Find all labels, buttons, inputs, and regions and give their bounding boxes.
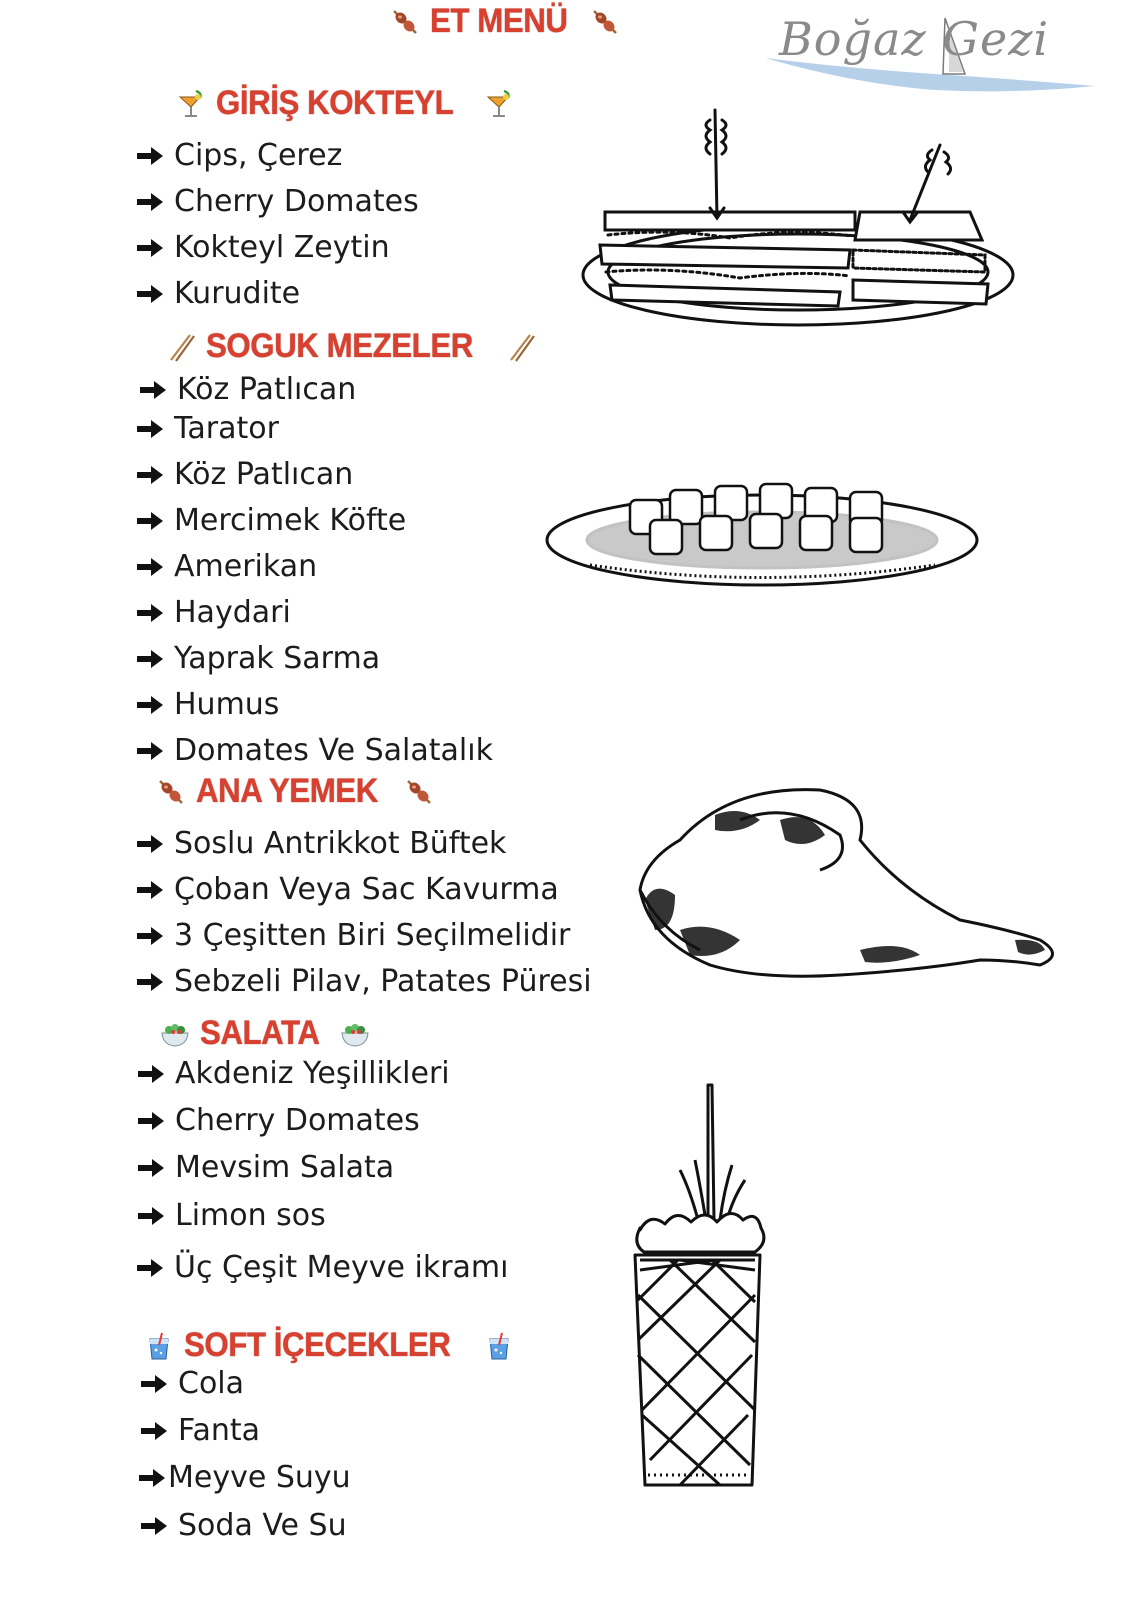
arrow-right-icon — [136, 284, 164, 304]
salad-icon — [160, 1019, 190, 1049]
list-item: Fanta — [140, 1413, 260, 1448]
list-item: Soda Ve Su — [140, 1508, 347, 1543]
meat-leg-illustration — [620, 780, 1070, 990]
list-item: Yaprak Sarma — [136, 641, 380, 676]
arrow-right-icon — [136, 649, 164, 669]
list-item: Sebzeli Pilav, Patates Püresi — [136, 964, 592, 999]
arrow-right-icon — [136, 880, 164, 900]
list-item: Cips, Çerez — [136, 138, 342, 173]
cocktail-icon — [176, 89, 206, 119]
list-item: Amerikan — [136, 549, 317, 584]
arrow-right-icon — [137, 1111, 165, 1131]
list-item: Çoban Veya Sac Kavurma — [136, 872, 559, 907]
arrow-right-icon — [136, 926, 164, 946]
arrow-right-icon — [136, 419, 164, 439]
arrow-right-icon — [140, 1374, 168, 1394]
list-item: Köz Patlıcan — [136, 457, 353, 492]
section-title-soguk-mezeler: SOGUK MEZELER — [166, 327, 536, 366]
arrow-right-icon — [136, 238, 164, 258]
page-title-text: ET MENÜ — [430, 2, 568, 40]
list-item: Mercimek Köfte — [136, 503, 406, 538]
list-item: Köz Patlıcan — [139, 372, 356, 407]
arrow-right-icon — [137, 1206, 165, 1226]
cup-with-straw-icon — [484, 1331, 514, 1361]
arrow-right-icon — [136, 557, 164, 577]
brand-logo — [765, 8, 1105, 108]
arrow-right-icon — [136, 511, 164, 531]
list-item: Meyve Suyu — [138, 1460, 351, 1495]
arrow-right-icon — [136, 465, 164, 485]
dessert-plate-illustration — [540, 470, 990, 600]
arrow-right-icon — [136, 603, 164, 623]
list-item: Kokteyl Zeytin — [136, 230, 390, 265]
cup-with-straw-icon — [144, 1331, 174, 1361]
chopsticks-icon — [166, 332, 196, 362]
arrow-right-icon — [136, 146, 164, 166]
list-item: Cherry Domates — [136, 184, 419, 219]
arrow-right-icon — [136, 834, 164, 854]
arrow-right-icon — [137, 1064, 165, 1084]
list-item: Akdeniz Yeşillikleri — [137, 1056, 450, 1091]
section-title-giris-kokteyl: GİRİŞ KOKTEYL — [176, 84, 514, 123]
list-item: Kurudite — [136, 276, 300, 311]
arrow-right-icon — [136, 695, 164, 715]
list-item: Domates Ve Salatalık — [136, 733, 493, 768]
cocktail-glass-illustration — [620, 1080, 780, 1505]
salad-icon — [340, 1019, 370, 1049]
list-item: Soslu Antrikkot Büftek — [136, 826, 506, 861]
arrow-right-icon — [140, 1421, 168, 1441]
list-item: Humus — [136, 687, 279, 722]
cocktail-icon — [484, 89, 514, 119]
arrow-right-icon — [140, 1516, 168, 1536]
list-item: Cherry Domates — [137, 1103, 420, 1138]
meat-icon — [156, 777, 186, 807]
meat-skewer-icon — [390, 7, 420, 37]
list-item: Tarator — [136, 411, 279, 446]
section-title-salata: SALATA — [160, 1014, 370, 1053]
arrow-right-icon — [136, 192, 164, 212]
arrow-right-icon — [138, 1468, 166, 1488]
section-title-soft-icecekler: SOFT İÇECEKLER — [144, 1326, 514, 1365]
list-item: Cola — [140, 1366, 244, 1401]
list-item: Limon sos — [137, 1198, 326, 1233]
list-item: Haydari — [136, 595, 291, 630]
list-item: Mevsim Salata — [137, 1150, 394, 1185]
list-item: Üç Çeşit Meyve ikramı — [136, 1250, 508, 1285]
chopsticks-icon — [506, 332, 536, 362]
arrow-right-icon — [137, 1158, 165, 1178]
arrow-right-icon — [136, 972, 164, 992]
arrow-right-icon — [139, 380, 167, 400]
arrow-right-icon — [136, 1258, 164, 1278]
page-title — [390, 2, 620, 41]
sandwich-illustration — [570, 100, 1030, 350]
section-title-ana-yemek: ANA YEMEK — [156, 772, 434, 811]
arrow-right-icon — [136, 741, 164, 761]
list-item: 3 Çeşitten Biri Seçilmelidir — [136, 918, 570, 953]
meat-icon — [404, 777, 434, 807]
meat-skewer-icon — [590, 7, 620, 37]
brand-logo-text: Boğaz Gezi — [779, 12, 1050, 66]
